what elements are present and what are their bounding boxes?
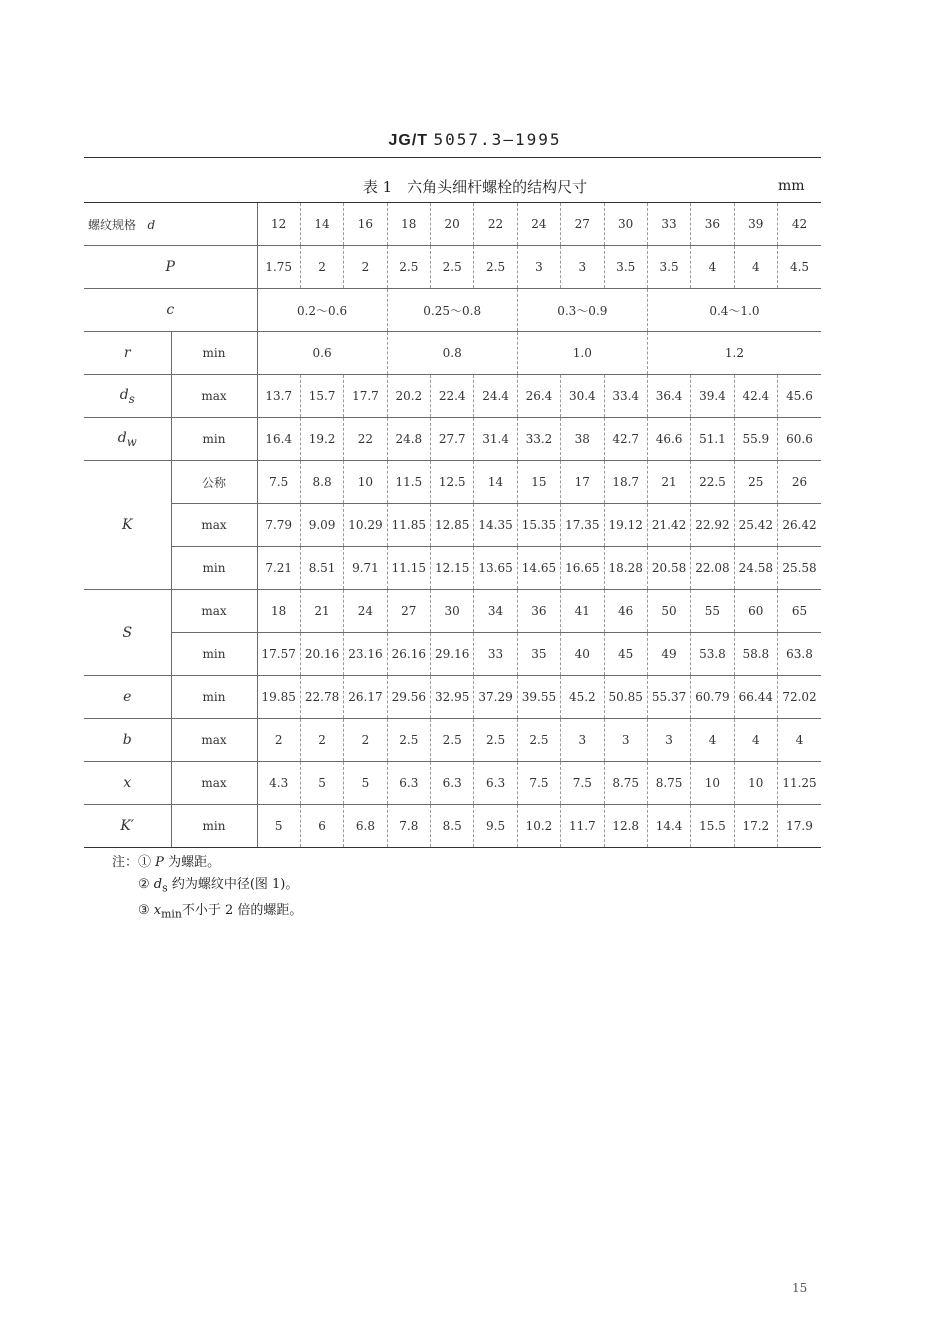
row-s-min [84, 633, 821, 676]
value-cell: 36.4 [647, 375, 690, 418]
value-cell: 3 [604, 719, 647, 762]
value-cell: 26 [778, 461, 822, 504]
value-cell: 55 [691, 590, 734, 633]
value-cell: 22.08 [691, 547, 734, 590]
value-cell: 51.1 [691, 418, 734, 461]
qualifier: max [171, 719, 257, 762]
value-cell: 46.6 [647, 418, 690, 461]
table-unit: mm [778, 178, 805, 194]
value-cell: 12.15 [431, 547, 474, 590]
value-cell: 8.75 [647, 762, 690, 805]
value-cell: 21 [647, 461, 690, 504]
value-cell: 13.7 [257, 375, 300, 418]
value-cell: 30.4 [561, 375, 604, 418]
value-cell: 27.7 [431, 418, 474, 461]
value-cell: 17.57 [257, 633, 300, 676]
value-cell: 4 [734, 719, 777, 762]
value-cell: 7.5 [257, 461, 300, 504]
value-cell: 15.7 [300, 375, 343, 418]
value-cell: 25.58 [778, 547, 822, 590]
value-cell: 6.8 [344, 805, 387, 848]
row-k-nominal [84, 461, 821, 504]
value-cell: 17.2 [734, 805, 777, 848]
value-cell: 2.5 [474, 719, 517, 762]
s-symbol: S [84, 590, 171, 676]
value-cell: 2.5 [431, 246, 474, 289]
value-cell: 2.5 [517, 719, 560, 762]
value-cell: 27 [387, 590, 430, 633]
dw-symbol: $d_w$ [84, 418, 171, 461]
value-cell: 37.29 [474, 676, 517, 719]
value-cell: 20.2 [387, 375, 430, 418]
value-cell: 12.5 [431, 461, 474, 504]
value-cell: 14.4 [647, 805, 690, 848]
group-cell: 0.8 [387, 332, 517, 375]
value-cell: 8.75 [604, 762, 647, 805]
value-cell: 55.37 [647, 676, 690, 719]
value-cell: 33 [647, 203, 690, 246]
value-cell: 60 [734, 590, 777, 633]
value-cell: 46 [604, 590, 647, 633]
row-e [84, 676, 821, 719]
value-cell: 18 [257, 590, 300, 633]
value-cell: 36 [691, 203, 734, 246]
value-cell: 45 [604, 633, 647, 676]
value-cell: 34 [474, 590, 517, 633]
value-cell: 2.5 [474, 246, 517, 289]
value-cell: 2.5 [387, 246, 430, 289]
value-cell: 45.2 [561, 676, 604, 719]
dimension-table [84, 202, 821, 848]
value-cell: 2.5 [431, 719, 474, 762]
value-cell: 66.44 [734, 676, 777, 719]
value-cell: 42.4 [734, 375, 777, 418]
table-title: 表 1 六角头细杆螺栓的结构尺寸 [362, 178, 588, 196]
value-cell: 10 [691, 762, 734, 805]
qualifier: min [171, 633, 257, 676]
value-cell: 6 [300, 805, 343, 848]
value-cell: 5 [257, 805, 300, 848]
value-cell: 31.4 [474, 418, 517, 461]
value-cell: 20.58 [647, 547, 690, 590]
group-cell: 1.2 [647, 332, 821, 375]
row-b [84, 719, 821, 762]
value-cell: 20.16 [300, 633, 343, 676]
value-cell: 18.7 [604, 461, 647, 504]
group-cell: 0.2～0.6 [257, 289, 387, 332]
value-cell: 39 [734, 203, 777, 246]
value-cell: 17 [561, 461, 604, 504]
value-cell: 8.5 [431, 805, 474, 848]
row-dw [84, 418, 821, 461]
row-k-max [84, 504, 821, 547]
value-cell: 11.25 [778, 762, 822, 805]
value-cell: 22 [344, 418, 387, 461]
x-symbol: x [84, 762, 171, 805]
value-cell: 11.7 [561, 805, 604, 848]
value-cell: 17.9 [778, 805, 822, 848]
value-cell: 33.4 [604, 375, 647, 418]
value-cell: 33 [474, 633, 517, 676]
group-cell: 0.6 [257, 332, 387, 375]
row-c [84, 289, 821, 332]
group-cell: 0.3～0.9 [517, 289, 647, 332]
value-cell: 33.2 [517, 418, 560, 461]
qualifier: min [171, 418, 257, 461]
value-cell: 5 [344, 762, 387, 805]
value-cell: 3.5 [647, 246, 690, 289]
value-cell: 1.75 [257, 246, 300, 289]
value-cell: 11.5 [387, 461, 430, 504]
value-cell: 14.35 [474, 504, 517, 547]
value-cell: 6.3 [387, 762, 430, 805]
qualifier: max [171, 762, 257, 805]
value-cell: 10 [344, 461, 387, 504]
qualifier: min [171, 805, 257, 848]
value-cell: 3.5 [604, 246, 647, 289]
row-r [84, 332, 821, 375]
value-cell: 16.65 [561, 547, 604, 590]
c-symbol: c [84, 289, 257, 332]
value-cell: 15 [517, 461, 560, 504]
table-notes [112, 852, 302, 925]
value-cell: 22.5 [691, 461, 734, 504]
value-cell: 4 [691, 719, 734, 762]
value-cell: 26.42 [778, 504, 822, 547]
value-cell: 22.4 [431, 375, 474, 418]
value-cell: 16.4 [257, 418, 300, 461]
value-cell: 72.02 [778, 676, 822, 719]
qualifier: max [171, 375, 257, 418]
qualifier: max [171, 590, 257, 633]
group-cell: 1.0 [517, 332, 647, 375]
value-cell: 18 [387, 203, 430, 246]
spec-label: 螺纹规格 d [84, 203, 257, 246]
value-cell: 3 [561, 719, 604, 762]
row-k-min [84, 547, 821, 590]
value-cell: 15.35 [517, 504, 560, 547]
value-cell: 20 [431, 203, 474, 246]
row-s-max [84, 590, 821, 633]
value-cell: 42 [778, 203, 822, 246]
value-cell: 29.56 [387, 676, 430, 719]
value-cell: 58.8 [734, 633, 777, 676]
value-cell: 8.8 [300, 461, 343, 504]
value-cell: 4.3 [257, 762, 300, 805]
value-cell: 10.2 [517, 805, 560, 848]
value-cell: 24.8 [387, 418, 430, 461]
value-cell: 14.65 [517, 547, 560, 590]
value-cell: 50.85 [604, 676, 647, 719]
value-cell: 7.5 [517, 762, 560, 805]
value-cell: 3 [517, 246, 560, 289]
value-cell: 12.8 [604, 805, 647, 848]
value-cell: 60.79 [691, 676, 734, 719]
value-cell: 26.4 [517, 375, 560, 418]
value-cell: 24 [344, 590, 387, 633]
value-cell: 21.42 [647, 504, 690, 547]
value-cell: 10.29 [344, 504, 387, 547]
value-cell: 4 [691, 246, 734, 289]
value-cell: 26.16 [387, 633, 430, 676]
value-cell: 9.09 [300, 504, 343, 547]
note-3: ③ $x_{min}$不小于 2 倍的螺距。 [138, 902, 303, 921]
standard-number: 5057.3—1995 [433, 130, 562, 149]
value-cell: 39.4 [691, 375, 734, 418]
value-cell: 45.6 [778, 375, 822, 418]
pitch-symbol: P [84, 246, 257, 289]
value-cell: 24.58 [734, 547, 777, 590]
value-cell: 63.8 [778, 633, 822, 676]
value-cell: 4 [734, 246, 777, 289]
value-cell: 30 [604, 203, 647, 246]
qualifier: min [171, 547, 257, 590]
value-cell: 25 [734, 461, 777, 504]
value-cell: 19.12 [604, 504, 647, 547]
value-cell: 12.85 [431, 504, 474, 547]
value-cell: 50 [647, 590, 690, 633]
value-cell: 16 [344, 203, 387, 246]
standard-prefix: JG/T [388, 132, 429, 149]
header-rule [84, 157, 821, 158]
value-cell: 17.7 [344, 375, 387, 418]
qualifier: min [171, 676, 257, 719]
value-cell: 22.78 [300, 676, 343, 719]
value-cell: 10 [734, 762, 777, 805]
value-cell: 65 [778, 590, 822, 633]
value-cell: 6.3 [474, 762, 517, 805]
value-cell: 19.85 [257, 676, 300, 719]
value-cell: 14 [474, 461, 517, 504]
value-cell: 2 [257, 719, 300, 762]
value-cell: 22 [474, 203, 517, 246]
qualifier: 公称 [171, 461, 257, 504]
value-cell: 39.55 [517, 676, 560, 719]
value-cell: 24 [517, 203, 560, 246]
value-cell: 24.4 [474, 375, 517, 418]
value-cell: 9.5 [474, 805, 517, 848]
value-cell: 2 [344, 246, 387, 289]
value-cell: 32.95 [431, 676, 474, 719]
value-cell: 55.9 [734, 418, 777, 461]
value-cell: 29.16 [431, 633, 474, 676]
value-cell: 42.7 [604, 418, 647, 461]
value-cell: 23.16 [344, 633, 387, 676]
value-cell: 18.28 [604, 547, 647, 590]
value-cell: 8.51 [300, 547, 343, 590]
value-cell: 11.85 [387, 504, 430, 547]
value-cell: 6.3 [431, 762, 474, 805]
value-cell: 21 [300, 590, 343, 633]
value-cell: 17.35 [561, 504, 604, 547]
standard-code [0, 130, 950, 150]
value-cell: 2 [300, 719, 343, 762]
r-symbol: r [84, 332, 171, 375]
e-symbol: e [84, 676, 171, 719]
qualifier: min [171, 332, 257, 375]
value-cell: 15.5 [691, 805, 734, 848]
value-cell: 38 [561, 418, 604, 461]
value-cell: 49 [647, 633, 690, 676]
value-cell: 35 [517, 633, 560, 676]
note-2: ② $d_s$ 约为螺纹中径(图 1)。 [138, 877, 299, 895]
row-x [84, 762, 821, 805]
value-cell: 30 [431, 590, 474, 633]
value-cell: 25.42 [734, 504, 777, 547]
value-cell: 26.17 [344, 676, 387, 719]
value-cell: 3 [647, 719, 690, 762]
value-cell: 12 [257, 203, 300, 246]
value-cell: 14 [300, 203, 343, 246]
value-cell: 4.5 [778, 246, 822, 289]
value-cell: 60.6 [778, 418, 822, 461]
value-cell: 7.79 [257, 504, 300, 547]
value-cell: 4 [778, 719, 822, 762]
qualifier: max [171, 504, 257, 547]
value-cell: 53.8 [691, 633, 734, 676]
value-cell: 7.21 [257, 547, 300, 590]
value-cell: 9.71 [344, 547, 387, 590]
value-cell: 19.2 [300, 418, 343, 461]
row-sizes [84, 203, 821, 246]
group-cell: 0.4～1.0 [647, 289, 821, 332]
kprime-symbol: K′ [84, 805, 171, 848]
value-cell: 5 [300, 762, 343, 805]
value-cell: 36 [517, 590, 560, 633]
value-cell: 13.65 [474, 547, 517, 590]
group-cell: 0.25～0.8 [387, 289, 517, 332]
value-cell: 7.5 [561, 762, 604, 805]
value-cell: 2.5 [387, 719, 430, 762]
value-cell: 2 [344, 719, 387, 762]
b-symbol: b [84, 719, 171, 762]
value-cell: 2 [300, 246, 343, 289]
value-cell: 41 [561, 590, 604, 633]
value-cell: 3 [561, 246, 604, 289]
page-number: 15 [792, 1281, 808, 1295]
value-cell: 7.8 [387, 805, 430, 848]
value-cell: 22.92 [691, 504, 734, 547]
value-cell: 27 [561, 203, 604, 246]
note-1: 注：① P 为螺距。 [112, 855, 221, 870]
ds-symbol: $d_s$ [84, 375, 171, 418]
value-cell: 11.15 [387, 547, 430, 590]
row-ds [84, 375, 821, 418]
row-pitch [84, 246, 821, 289]
k-symbol: K [84, 461, 171, 590]
value-cell: 40 [561, 633, 604, 676]
row-kprime [84, 805, 821, 848]
